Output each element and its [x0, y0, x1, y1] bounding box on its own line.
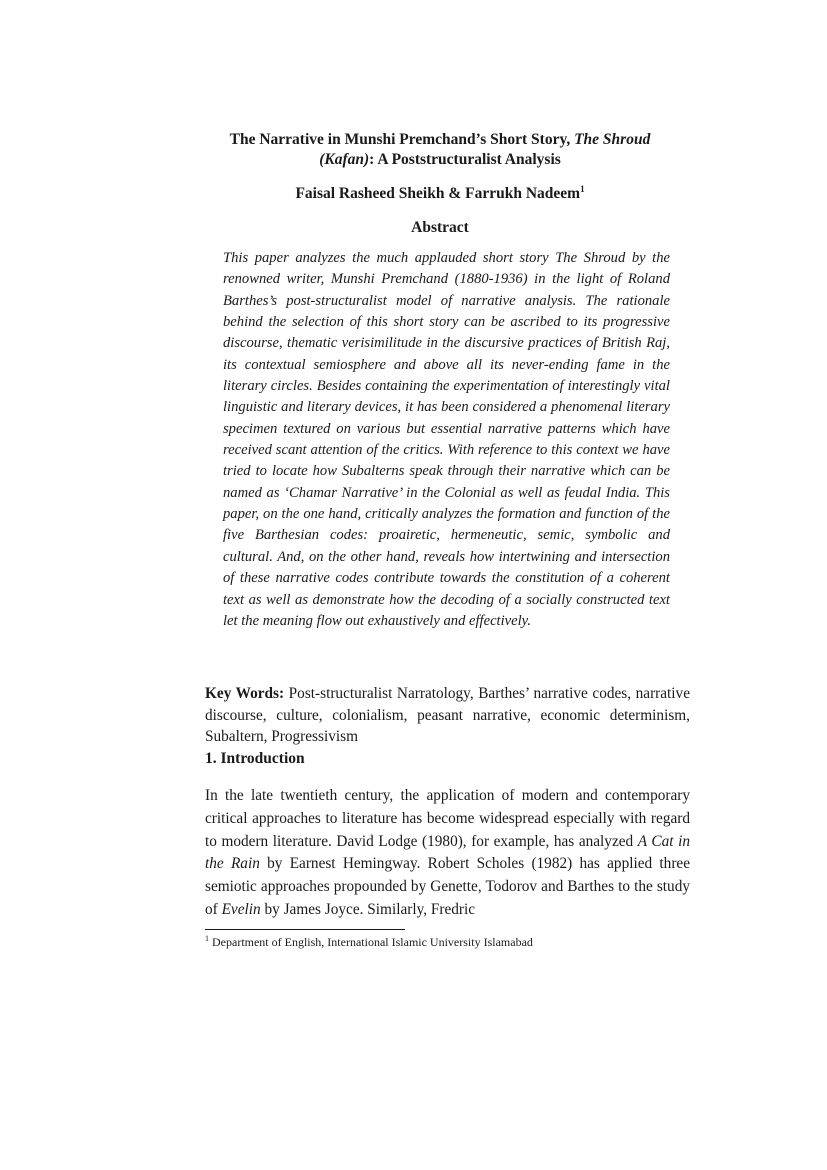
footnote-mark: 1 [205, 934, 209, 943]
section-heading-introduction: 1. Introduction [205, 750, 305, 767]
keywords-label: Key Words: [205, 685, 285, 702]
footnote-divider [205, 929, 405, 930]
footnote [205, 934, 690, 950]
intro-text-3: by James Joyce. Similarly, Fredric [260, 900, 476, 918]
keywords-paragraph [205, 683, 690, 748]
paper-title [205, 130, 675, 170]
introduction-paragraph [205, 785, 690, 922]
title-italic-2: (Kafan) [319, 151, 370, 168]
author-footnote-mark: 1 [580, 183, 585, 194]
intro-text-1: In the late twentieth century, the application of modern and contemporary critical approaches to literature has become widespread especially with regard to modern literature. David Lodge (1980), for example, has analyzed [205, 787, 690, 850]
footnote-text: Department of English, International Islamic University Islamabad [209, 935, 533, 949]
abstract-body: This paper analyzes the much applauded short story The Shroud by the renowned writer, Munshi Premchand (1880-1936) in the light of Roland Barthes’s post-structuralist model of narrative analysis. The rationale behind the selection of this short story can be ascribed to its progressive discourse, thematic verisimilitude in the discursive practices of British Raj, its contextual semiosphere and above all its never-ending fame in the literary circles. Besides containing the experimentation of interestingly vital linguistic and literary devices, it has been considered a phenomenal literary specimen textured on various but essential narrative patterns which have received scant attention of the critics. With reference to this context we have tried to locate how Subalterns speak through their narrative which can be named as ‘Chamar Narrative’ in the Colonial as well as feudal India. This paper, on the one hand, critically analyzes the formation and function of the five Barthesian codes: proairetic, hermeneutic, semic, symbolic and cultural. And, on the other hand, reveals how intertwining and intersection of these narrative codes contribute towards the constitution of a coherent text as well as demonstrate how the decoding of a socially constructed text let the meaning flow out exhaustively and effectively. [223, 250, 670, 629]
abstract-heading: Abstract [411, 219, 469, 236]
intro-italic-2: Evelin [221, 900, 261, 918]
title-text-2: : A Poststructuralist Analysis [369, 151, 561, 168]
intro-italic-1: A Cat in the Rain [205, 832, 690, 873]
title-text-1: The Narrative in Munshi Premchand’s Short Story, [229, 131, 575, 148]
title-italic-1: The Shroud [574, 131, 651, 148]
author-line [205, 184, 675, 204]
author-names: Faisal Rasheed Sheikh & Farrukh Nadeem [295, 185, 581, 202]
keywords-text: Post-structuralist Narratology, Barthes’ narrative codes, narrative discourse, culture, colonialism, peasant narrative, economic determinism, Subaltern, Progressivism [205, 685, 690, 745]
intro-text-2: by Earnest Hemingway. Robert Scholes (1982) has applied three semiotic approaches propounded by Genette, Todorov and Barthes to the study of [205, 855, 691, 918]
